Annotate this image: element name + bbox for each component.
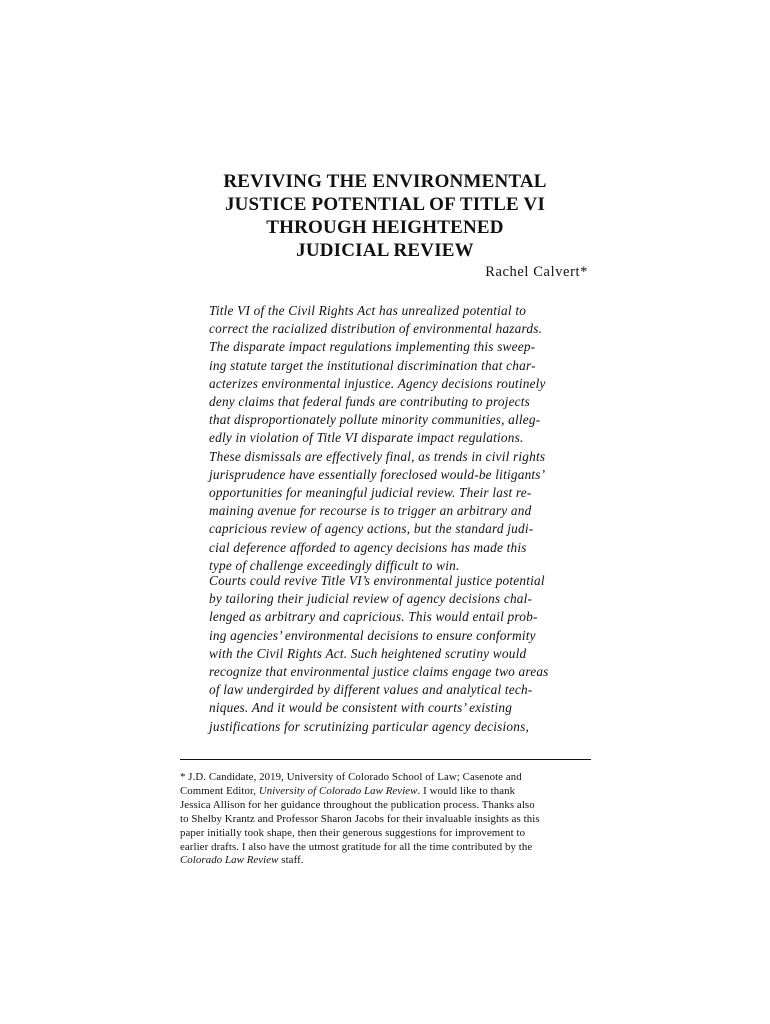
abstract-line: correct the racialized distribution of environmental hazards. [209,321,543,337]
abstract-line: maining avenue for recourse is to trigger an arbitrary and [209,503,532,519]
abstract-paragraph-2 [209,572,561,736]
abstract-paragraph-1 [209,302,561,575]
abstract-line: ing agencies’ environmental decisions to ensure conformity [209,627,536,643]
footnote-text: . I would like to thank [417,784,516,797]
footnote-line: to Shelby Krantz and Professor Sharon Jacobs for their invaluable insights as this [180,812,540,825]
abstract-line: capricious review of agency actions, but the standard judi- [209,521,534,537]
title-line: JUSTICE POTENTIAL OF TITLE VI [224,194,546,215]
footnote-line: * J.D. Candidate, 2019, University of Colorado School of Law; Casenote and [180,771,522,783]
title-line: THROUGH HEIGHTENED [266,217,504,238]
title-line: JUDICIAL REVIEW [296,240,474,261]
abstract-line: opportunities for meaningful judicial review. Their last re- [209,485,532,501]
footnote-line: paper initially took shape, then their generous suggestions for improvement to [180,826,526,839]
abstract-line: edly in violation of Title VI disparate impact regulations. [209,430,524,446]
abstract-line: by tailoring their judicial review of agency decisions chal- [209,591,533,607]
abstract-line: deny claims that federal funds are contributing to projects [209,394,531,410]
abstract-line: acterizes environmental injustice. Agency decisions routinely [209,375,546,391]
abstract-line: Courts could revive Title VI’s environmental justice potential [209,573,545,588]
abstract-line: ing statute target the institutional discrimination that char- [209,357,536,373]
footnote-line [180,854,590,868]
abstract-line: jurisprudence have essentially foreclosed would-be litigants’ [209,466,546,482]
journal-name: Colorado Law Review [180,854,279,867]
abstract-line: These dismissals are effectively final, as trends in civil rights [209,448,546,464]
title-line: REVIVING THE ENVIRONMENTAL [223,171,547,192]
article-title [175,170,595,262]
abstract-line: type of challenge exceedingly difficult to win. [209,557,460,573]
footnote-divider [180,759,591,760]
abstract-line: The disparate impact regulations implementing this sweep- [209,339,536,355]
abstract-line: of law undergirded by different values and analytical tech- [209,682,533,698]
abstract-line: Title VI of the Civil Rights Act has unrealized potential to [209,303,527,318]
abstract-line: that disproportionately pollute minority communities, alleg- [209,412,541,428]
abstract-line: niques. And it would be consistent with courts’ existing [209,700,513,716]
abstract-line: with the Civil Rights Act. Such heightened scrutiny would [209,645,527,661]
journal-name: University of Colorado Law Review [258,784,418,797]
footnote-line: earlier drafts. I also have the utmost gratitude for all the time contributed by the [180,840,533,853]
footnote-line [180,785,590,799]
abstract-line: cial deference afforded to agency decisions has made this [209,539,527,555]
footnote-text: Comment Editor, [180,784,259,797]
abstract-line: justifications for scrutinizing particular agency decisions, [209,718,530,734]
author-footnote [180,771,590,868]
footnote-line: Jessica Allison for her guidance throughout the publication process. Thanks also [180,798,535,811]
footnote-text: staff. [278,854,304,867]
abstract-line: lenged as arbitrary and capricious. This would entail prob- [209,609,538,625]
abstract-line: recognize that environmental justice claims engage two areas [209,664,549,680]
author-name: Rachel Calvert* [485,264,588,280]
